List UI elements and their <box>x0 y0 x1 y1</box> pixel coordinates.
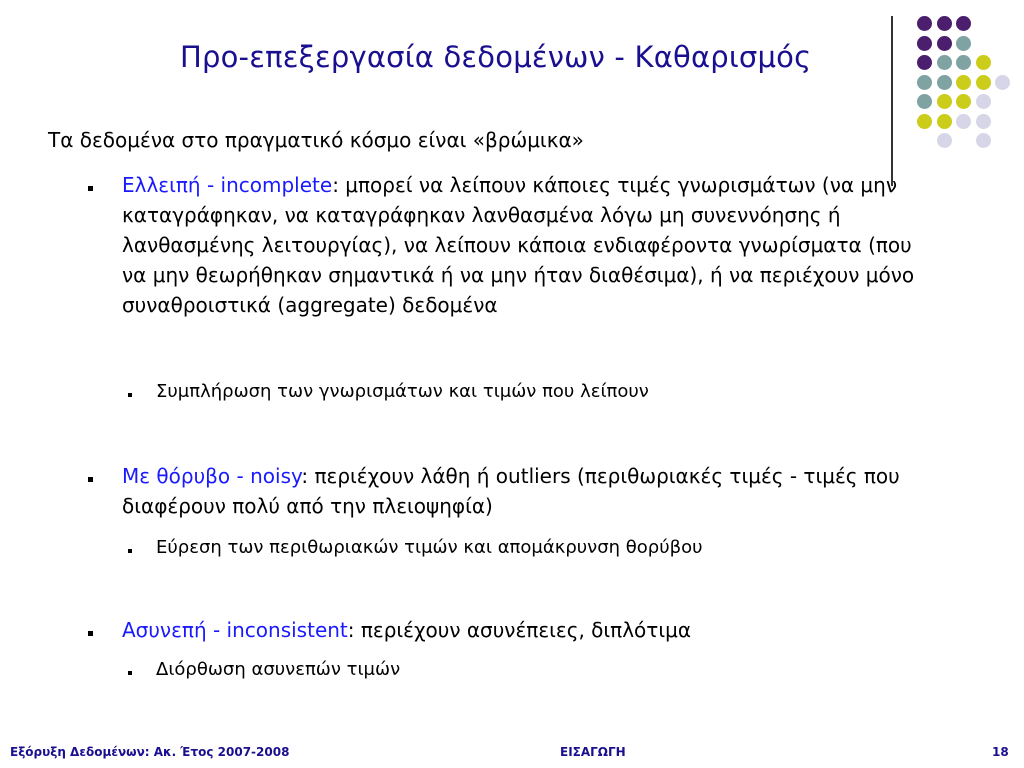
term-noisy: Με θόρυβο - noisy <box>122 464 302 488</box>
list-item-inconsistent <box>122 615 942 645</box>
sub-item-inconsistent: Διόρθωση ασυνεπών τιμών <box>156 659 401 680</box>
slide-title: Προ-επεξεργασία δεδομένων - Καθαρισμός <box>180 40 812 74</box>
bullet-icon <box>88 631 93 636</box>
intro-text: Τα δεδομένα στο πραγματικό κόσμο είναι «βρώμικα» <box>48 128 584 152</box>
description-incomplete: : μπορεί να λείπουν κάποιες τιμές γνωρισμάτων (να μην καταγράφηκαν, να καταγράφηκαν λανθασμένα λόγω μη συνεννόησης ή λανθασμένης λειτουργίας), να λείπουν κάποια ενδιαφέροντα γνωρίσματα (που να μην θεωρήθηκαν σημαντικά ή να μην ήταν διαθέσιμα), ή να περιέχουν μόνο συναθροιστικά (aggregate) δεδομένα <box>122 173 915 317</box>
sub-item-noisy: Εύρεση των περιθωριακών τιμών και απομάκρυνση θορύβου <box>156 537 703 558</box>
list-item-incomplete <box>122 170 942 320</box>
sub-item-incomplete: Συμπλήρωση των γνωρισμάτων και τιμών που λείπουν <box>156 381 649 402</box>
footer-course: Εξόρυξη Δεδομένων: Ακ. Έτος 2007-2008 <box>10 745 290 759</box>
list-item-noisy <box>122 461 942 521</box>
bullet-icon <box>88 186 93 191</box>
description-inconsistent: : περιέχουν ασυνέπειες, διπλότιμα <box>347 618 692 642</box>
bullet-icon <box>88 477 93 482</box>
footer-page-number: 18 <box>992 745 1009 759</box>
term-incomplete: Ελλειπή - incomplete <box>122 173 333 197</box>
description-noisy: : περιέχουν λάθη ή outliers (περιθωριακές τιμές - τιμές που διαφέρουν πολύ από την πλειοψηφία) <box>122 464 900 518</box>
sub-bullet-icon <box>128 671 132 675</box>
term-inconsistent: Ασυνεπή - inconsistent <box>122 618 348 642</box>
sub-bullet-icon <box>128 549 132 553</box>
footer-section: ΕΙΣΑΓΩΓΗ <box>560 745 626 759</box>
sub-bullet-icon <box>128 393 132 397</box>
